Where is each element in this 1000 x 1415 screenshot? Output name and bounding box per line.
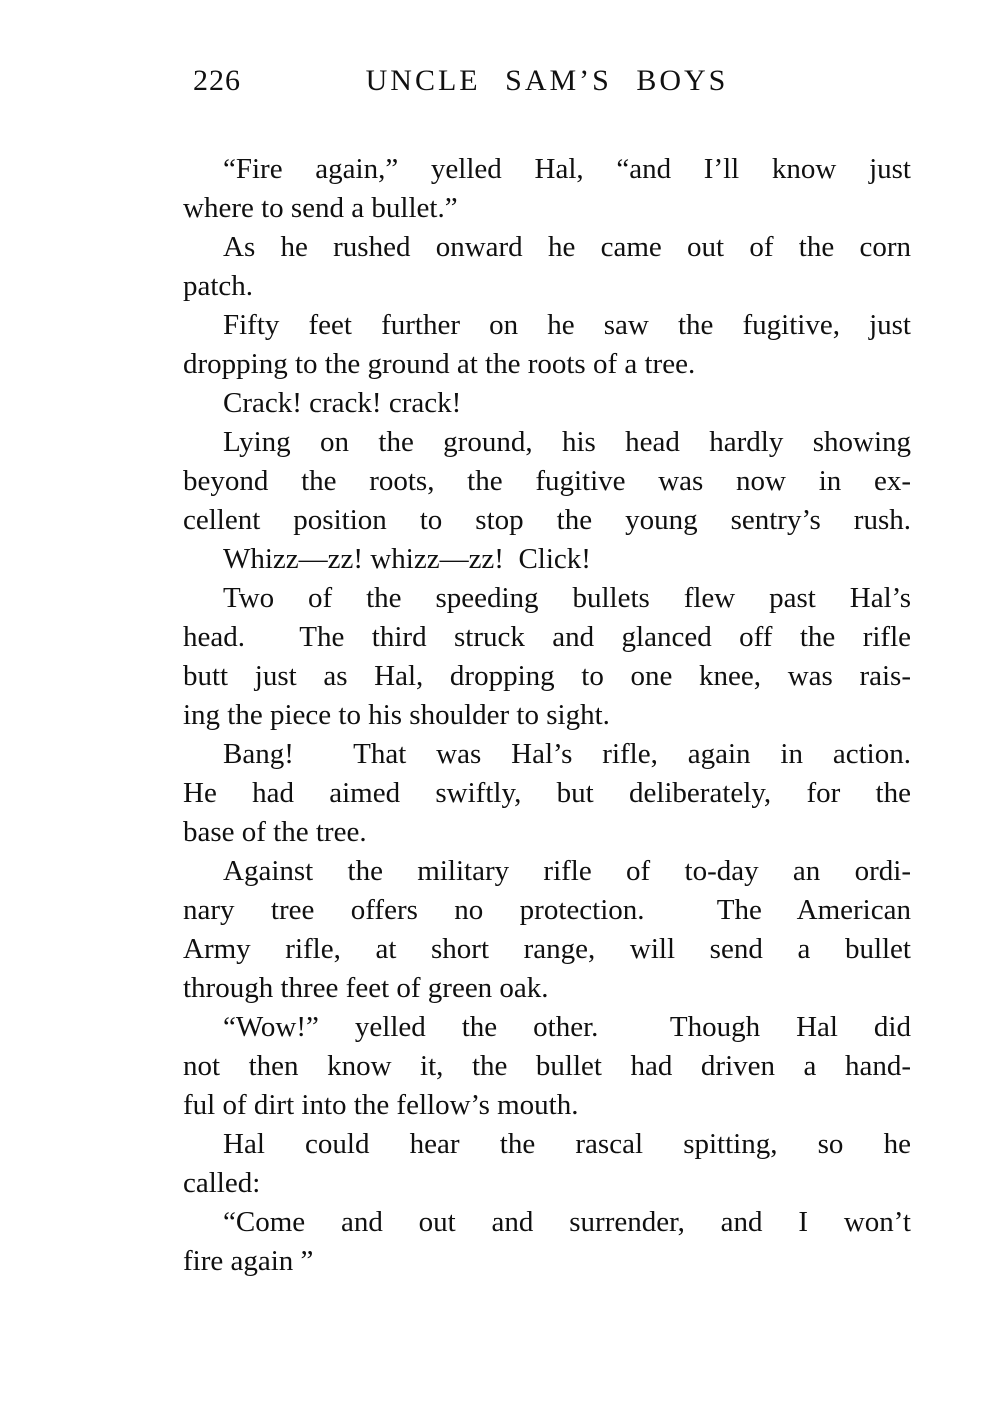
text-line: Hal could hear the rascal spitting, so he bbox=[223, 1128, 911, 1160]
page-header bbox=[183, 64, 911, 104]
text-line: As he rushed onward he came out of the corn bbox=[223, 231, 911, 263]
text-line: “Come and out and surrender, and I won’t bbox=[223, 1206, 911, 1238]
running-title: UNCLE SAM’S BOYS bbox=[365, 64, 729, 97]
text-line: Crack! crack! crack! bbox=[223, 387, 462, 419]
text-line: not then know it, the bullet had driven a hand- bbox=[183, 1050, 911, 1082]
text-line: Army rifle, at short range, will send a bullet bbox=[183, 933, 911, 965]
text-line: “Wow!” yelled the other. Though Hal did bbox=[223, 1011, 911, 1043]
text-line: Against the military rifle of to-day an ordi- bbox=[223, 855, 911, 887]
text-line: base of the tree. bbox=[183, 816, 367, 848]
text-line: patch. bbox=[183, 270, 254, 302]
text-line: Lying on the ground, his head hardly showing bbox=[223, 426, 911, 458]
text-line: called: bbox=[183, 1167, 261, 1199]
text-line: Bang! That was Hal’s rifle, again in action. bbox=[223, 738, 911, 770]
text-line: head. The third struck and glanced off the rifle bbox=[183, 621, 911, 653]
text-line: butt just as Hal, dropping to one knee, was rais- bbox=[183, 660, 911, 692]
text-line: “Fire again,” yelled Hal, “and I’ll know just bbox=[223, 153, 911, 185]
text-line: where to send a bullet.” bbox=[183, 192, 458, 224]
text-line: ful of dirt into the fellow’s mouth. bbox=[183, 1089, 579, 1121]
text-line: cellent position to stop the young sentry’s rush. bbox=[183, 504, 911, 536]
text-line: fire again ” bbox=[183, 1245, 314, 1277]
text-line: ing the piece to his shoulder to sight. bbox=[183, 699, 610, 731]
text-line: dropping to the ground at the roots of a tree. bbox=[183, 348, 696, 380]
text-line: Whizz—zz! whizz—zz! Click! bbox=[223, 543, 591, 575]
text-line: through three feet of green oak. bbox=[183, 972, 549, 1004]
text-line: beyond the roots, the fugitive was now in ex- bbox=[183, 465, 911, 497]
text-line: He had aimed swiftly, but deliberately, for the bbox=[183, 777, 911, 809]
text-line: Fifty feet further on he saw the fugitive, just bbox=[223, 309, 911, 341]
page-text bbox=[183, 150, 911, 1281]
page-number: 226 bbox=[193, 64, 241, 97]
text-line: Two of the speeding bullets flew past Hal’s bbox=[223, 582, 911, 614]
text-line: nary tree offers no protection. The American bbox=[183, 894, 911, 926]
